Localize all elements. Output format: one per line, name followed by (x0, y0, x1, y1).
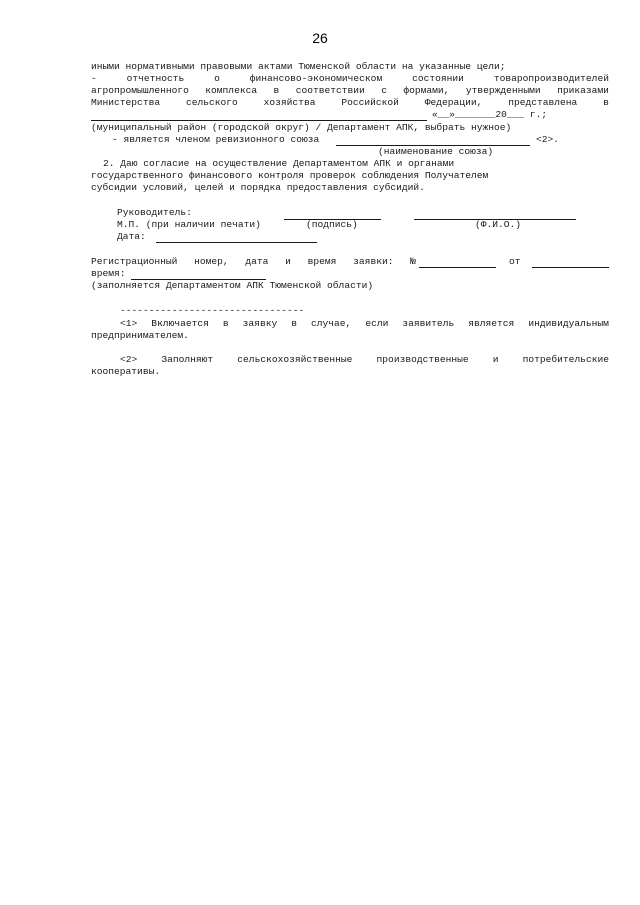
law-continuation-line: иными нормативными правовыми актами Тюменской области на указанные цели; (91, 61, 506, 72)
word: Регистрационный (91, 256, 178, 267)
district-hint: (муниципальный район (городской округ) / Департамент АПК, выбрать нужное) (91, 122, 512, 133)
word: представлена (508, 97, 578, 108)
word: время (307, 256, 337, 267)
consent-line-3: субсидии условий, целей и порядка предоставления субсидий. (91, 182, 425, 193)
word: Заполняют (161, 354, 214, 365)
registration-from: от (509, 256, 521, 267)
word: отчетность (126, 73, 185, 84)
word: случае, (311, 318, 352, 329)
word: о (214, 73, 220, 84)
word: и (285, 256, 291, 267)
seal-label: М.П. (при наличии печати) (117, 219, 261, 230)
date-line: «__»_______20___ г.; (432, 109, 548, 120)
reporting-paragraph-line-1 (91, 73, 609, 85)
word: производственные (376, 354, 469, 365)
word: заявитель (402, 318, 455, 329)
word: финансово-экономическом (249, 73, 383, 84)
word: заявку (242, 318, 278, 329)
fio-hint: (Ф.И.О.) (475, 219, 522, 230)
head-label: Руководитель: (117, 207, 192, 218)
word: номер, (194, 256, 229, 267)
union-member-text: - является членом ревизионного союза (112, 134, 320, 145)
word: комплекса (205, 85, 258, 96)
word: утвержденными (465, 85, 541, 96)
word: в (222, 318, 229, 329)
word: и (492, 354, 499, 365)
footnote-2-line-2: кооперативы. (91, 366, 161, 377)
footnote-separator: -------------------------------- (120, 305, 305, 316)
registration-line (91, 256, 416, 268)
word: формами, (403, 85, 450, 96)
word: индивидуальным (528, 318, 609, 329)
word: № (410, 256, 416, 267)
word: в (291, 318, 297, 329)
footnote-1-line-1 (120, 318, 609, 330)
registration-hint: (заполняется Департаментом АПК Тюменской области) (91, 280, 374, 291)
signature-hint: (подпись) (306, 219, 358, 230)
word: - (91, 73, 97, 84)
word: в (273, 85, 280, 96)
word: сельскохозяйственные (237, 354, 353, 365)
word: с (381, 85, 387, 96)
registration-date-field[interactable] (532, 267, 609, 268)
union-footnote-ref: <2>. (536, 134, 560, 145)
word: заявки: (353, 256, 394, 267)
word: потребительские (522, 354, 609, 365)
word: товаропроизводителей (493, 73, 609, 84)
union-name-hint: (наименование союза) (378, 146, 494, 157)
word: дата (245, 256, 269, 267)
date-field[interactable] (156, 242, 317, 243)
word: Федерации, (424, 97, 483, 108)
time-label: время: (91, 268, 126, 279)
footnote-1-line-2: предпринимателем. (91, 330, 189, 341)
reporting-paragraph-line-3 (91, 97, 609, 109)
reporting-paragraph-line-2 (91, 85, 609, 97)
word: агропромышленного (91, 85, 189, 96)
consent-line-2: государственного финансового контроля проверок соблюдения Получателем (91, 170, 489, 181)
registration-number-field[interactable] (419, 267, 496, 268)
word: приказами (557, 85, 609, 96)
word: <1> (120, 318, 138, 329)
word: <2> (120, 354, 138, 365)
word: если (365, 318, 389, 329)
page-number: 26 (312, 30, 328, 46)
word: Российской (341, 97, 399, 108)
word: состоянии (412, 73, 464, 84)
consent-line-1: 2. Даю согласие на осуществление Департаментом АПК и органами (103, 158, 455, 169)
footnote-2-line-1 (120, 354, 609, 366)
word: Включается (151, 318, 209, 329)
word: сельского (185, 97, 238, 108)
word: соответствии (295, 85, 365, 96)
date-label: Дата: (117, 231, 146, 242)
word: Министерства (91, 97, 161, 108)
word: хозяйства (263, 97, 316, 108)
district-blank-field[interactable] (91, 120, 427, 121)
word: в (603, 97, 609, 108)
word: является (468, 318, 515, 329)
